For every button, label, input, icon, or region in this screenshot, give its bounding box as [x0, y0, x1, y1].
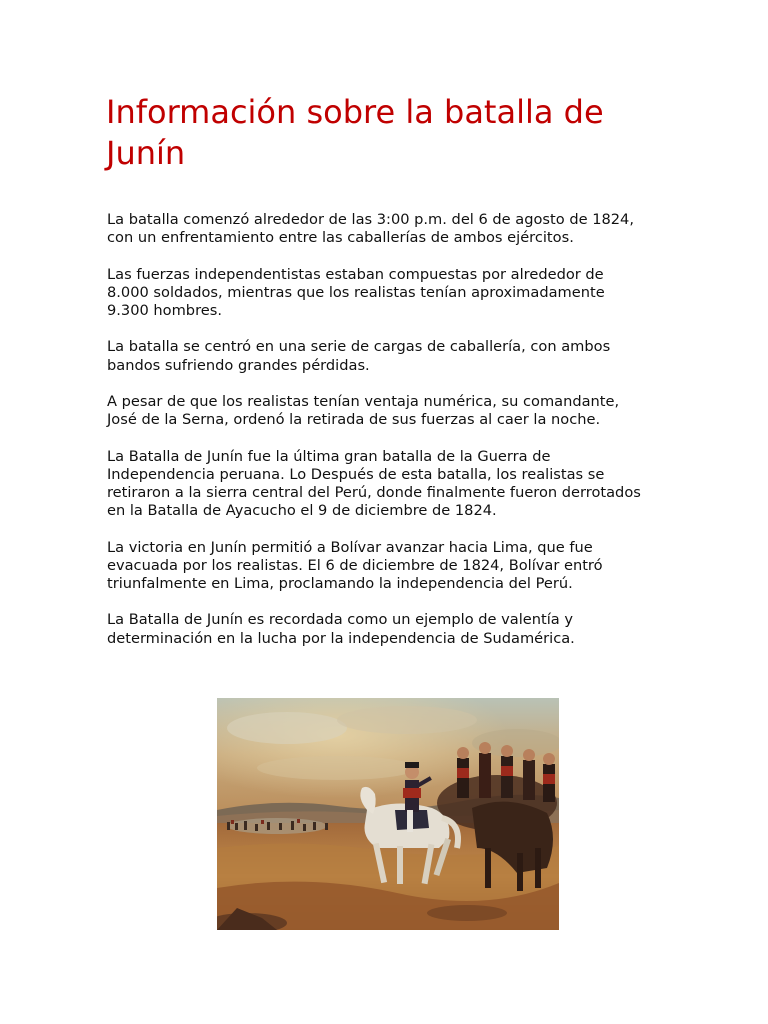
paragraph-retreat: A pesar de que los realistas tenían ventaja numérica, su comandante, José de la Serna, ordenó la retirada de sus fuerzas al caer la noche.	[107, 392, 620, 429]
page-title: Información sobre la batalla de Junín	[106, 93, 604, 172]
paragraph-last-battle: La Batalla de Junín fue la última gran batalla de la Guerra de Independencia peruana. Lo Después de esta batalla, los realistas se retiraron a la sierra central del Perú, donde finalmente fueron derrotados en la Batalla de Ayacucho el 9 de diciembre de 1824.	[107, 447, 641, 520]
paragraph-start-time: La batalla comenzó alrededor de las 3:00 p.m. del 6 de agosto de 1824, con un enfrentamiento entre las caballerías de ambos ejércitos.	[107, 211, 634, 247]
article-body	[107, 211, 687, 666]
battle-painting-image	[217, 698, 559, 930]
battle-painting	[217, 698, 559, 930]
paragraph-victory-lima: La victoria en Junín permitió a Bolívar avanzar hacia Lima, que fue evacuada por los realistas. El 6 de diciembre de 1824, Bolívar entró triunfalmente en Lima, proclamando la independencia del Perú.	[107, 538, 603, 592]
paragraph-legacy: La Batalla de Junín es recordada como un ejemplo de valentía y determinación en la lucha por la independencia de Sudamérica.	[107, 611, 575, 647]
paragraph-forces: Las fuerzas independentistas estaban compuestas por alrededor de 8.000 soldados, mientras que los realistas tenían aproximadamente 9.300 hombres.	[107, 265, 605, 319]
paragraph-cavalry-charges: La batalla se centró en una serie de cargas de caballería, con ambos bandos sufriendo grandes pérdidas.	[107, 338, 611, 374]
